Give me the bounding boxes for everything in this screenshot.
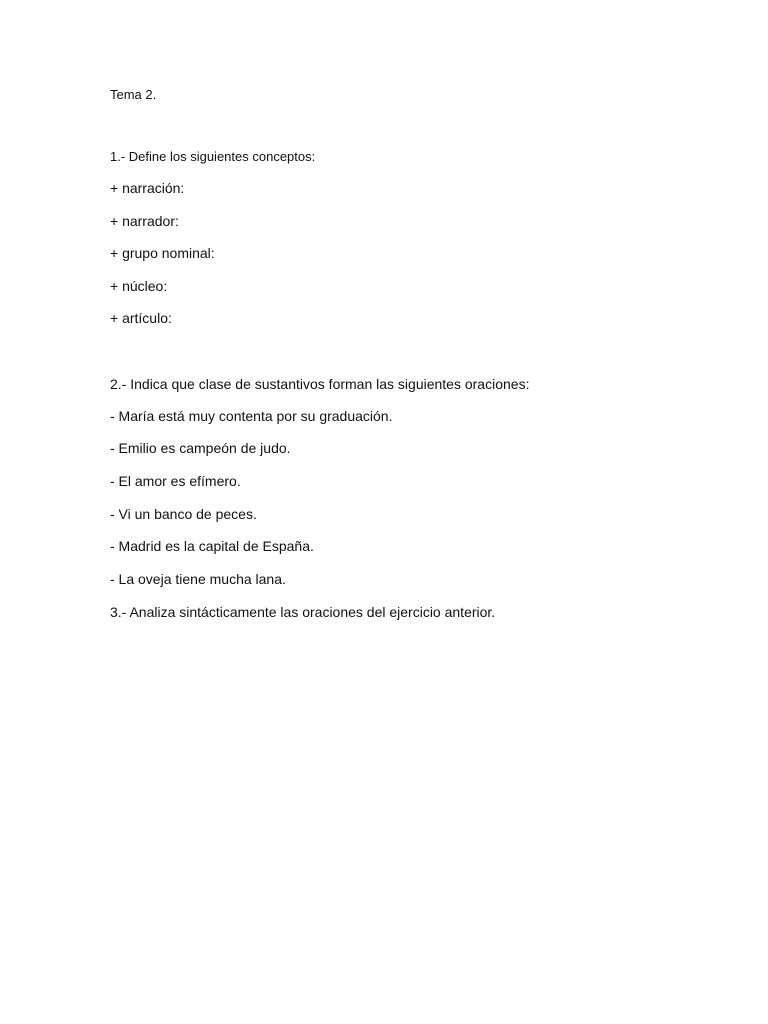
concept-item: + artículo: [110,310,172,326]
sentence-item: - Vi un banco de peces. [110,506,257,522]
concept-item: + núcleo: [110,278,168,294]
section-2-heading: 2.- Indica que clase de sustantivos forman las siguientes oraciones: [110,376,530,392]
sentence-item: - María está muy contenta por su graduación. [110,408,393,424]
section-1-heading: 1.- Define los siguientes conceptos: [110,149,316,164]
section-3-heading: 3.- Analiza sintácticamente las oraciones del ejercicio anterior. [110,604,496,620]
concept-item: + grupo nominal: [110,245,215,261]
document-title: Tema 2. [110,87,157,102]
sentence-item: - La oveja tiene mucha lana. [110,571,286,587]
sentence-item: - El amor es efímero. [110,473,241,489]
sentence-item: - Madrid es la capital de España. [110,538,314,554]
sentence-item: - Emilio es campeón de judo. [110,440,291,456]
concept-item: + narrador: [110,213,179,229]
concept-item: + narración: [110,180,185,196]
